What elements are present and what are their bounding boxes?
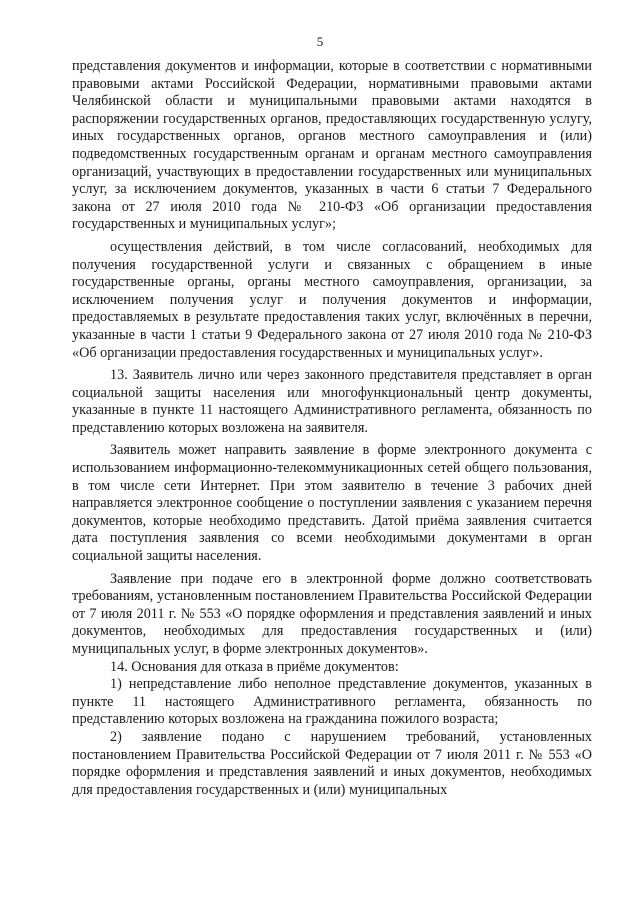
- paragraph: Заявитель может направить заявление в форме электронного документа с использованием информационно-телекоммуникационных сетей общего пользования, в том числе сети Интернет. При этом заявителю в течение 3 рабочих дней направляется электронное сообщение о поступлении заявления с указанием перечня документов, которые необходимо представить. Датой приёма заявления считается дата поступления заявления со всеми необходимыми документами в орган социальной защиты населения.: [72, 442, 592, 565]
- paragraph: 13. Заявитель лично или через законного представителя представляет в орган социальной защиты населения или многофункциональный центр документы, указанные в пункте 11 настоящего Административного регламента, обязанность по представлению которых возложена на заявителя.: [72, 367, 592, 436]
- paragraph: 14. Основания для отказа в приёме документов:: [110, 658, 399, 675]
- paragraph: представления документов и информации, которые в соответствии с нормативными правовыми актами Российской Федерации, нормативными правовыми актами Челябинской области и муниципальными правовыми актами находятся в распоряжении государственных органов, предоставляющих государственную услугу, иных государственных органов, органов местного самоуправления и (или) подведомственных государственным органам и органам местного самоуправления организаций, участвующих в предоставлении государственных или муниципальных услуг, за исключением документов, указанных в части 6 статьи 7 Федерального закона от 27 июля 2010 года № 210-ФЗ «Об организации предоставления государственных и муниципальных услуг»;: [72, 58, 592, 233]
- paragraph: Заявление при подаче его в электронной форме должно соответствовать требованиям, установленным постановлением Правительства Российской Федерации от 7 июля 2011 г. № 553 «О порядке оформления и представления заявлений и иных документов, необходимых для предоставления государственных и (или) муниципальных услуг, в форме электронных документов».: [72, 570, 592, 657]
- paragraph: 2) заявление подано с нарушением требований, установленных постановлением Правительства Российской Федерации от 7 июля 2011 г. № 553 «О порядке оформления и представления заявлений и иных документов, необходимых для предоставления государственных и (или) муниципальных: [72, 728, 592, 798]
- document-body: [72, 58, 592, 799]
- paragraph: 1) непредставление либо неполное представление документов, указанных в пункте 11 настоящего Административного регламента, обязанность по представлению которых возложена на гражданина пожилого возраста;: [72, 676, 592, 728]
- page-number: 5: [316, 34, 324, 49]
- paragraph: осуществления действий, в том числе согласований, необходимых для получения государственной услуги и связанных с обращением в иные государственные органы, органы местного самоуправления, организации, за исключением получения услуг и получения документов и информации, предоставляемых в результате предоставления таких услуг, включённых в перечни, указанные в части 1 статьи 9 Федерального закона от 27 июля 2010 года № 210-ФЗ «Об организации предоставления государственных и муниципальных услуг».: [72, 238, 592, 361]
